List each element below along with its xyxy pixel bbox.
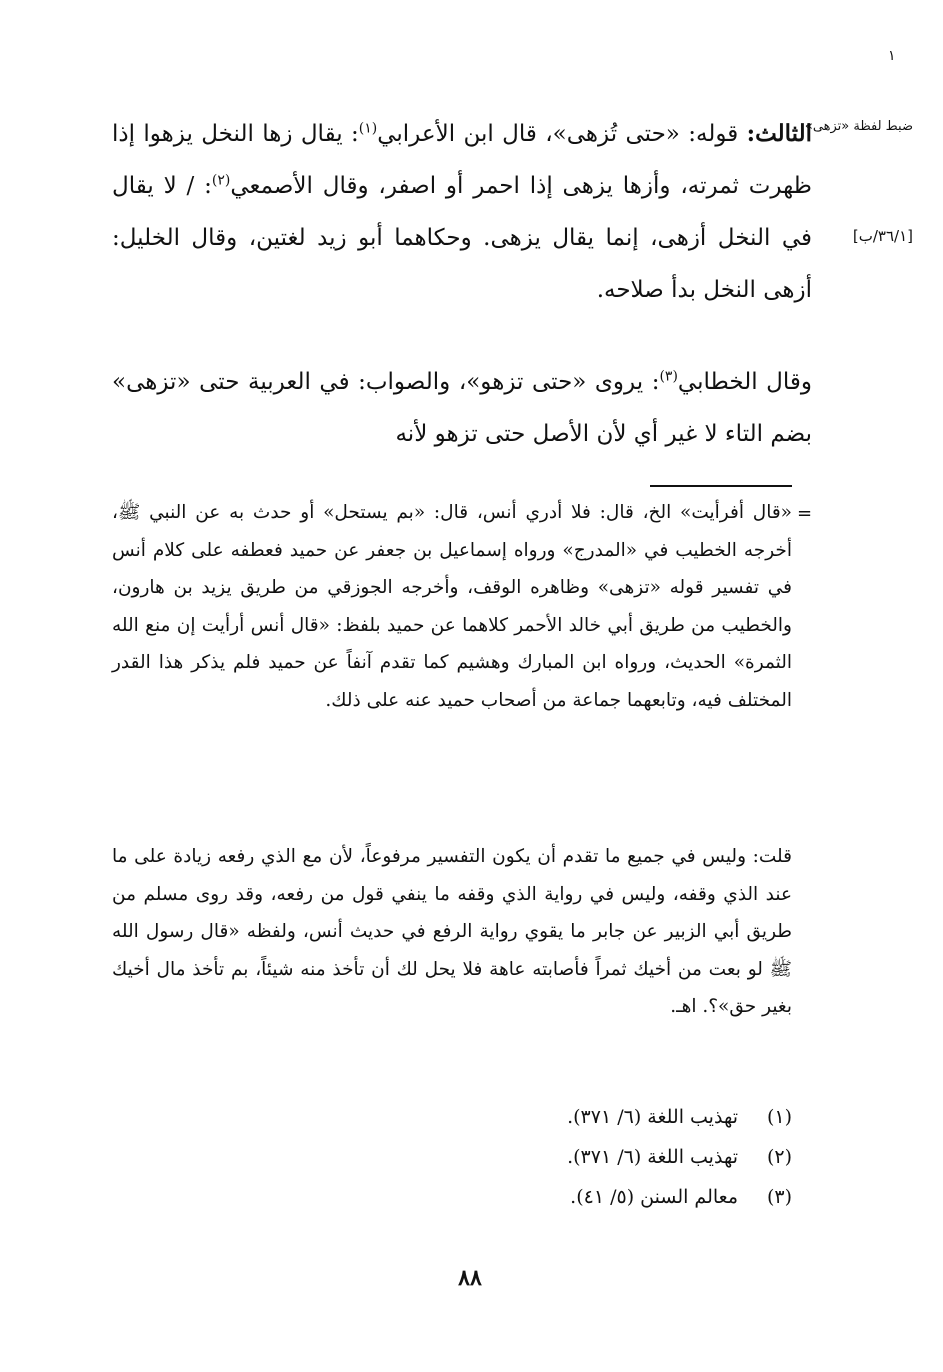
footnote-number: (١): [766, 1106, 792, 1128]
footnote-separator: [650, 485, 792, 487]
page-number: ٨٨: [458, 1265, 482, 1291]
footnote-text: تهذيب اللغة (٦/ ٣٧١).: [567, 1146, 738, 1168]
footnote-list: [567, 1097, 792, 1217]
footnote-item: [567, 1177, 792, 1217]
paragraph-text: : يقال زها النخل يزهوا إذا ظهرت ثمرته، وأزها يزهى إذا احمر أو اصفر، وقال الأصمعي: [112, 121, 812, 199]
margin-note: ضبط لفظة «تزهى»: [804, 119, 913, 134]
paragraph-text: قوله: «حتى تُزهى»، قال ابن الأعرابي: [377, 121, 747, 147]
footnote-ref: (١): [358, 120, 378, 137]
corner-mark: ١: [888, 48, 896, 64]
paragraph-text: وقال الخطابي: [677, 369, 812, 395]
footnote-continuation-mark: =: [797, 503, 813, 524]
footnote-item: [567, 1137, 792, 1177]
manuscript-folio-reference: [٣٦/١/ب]: [852, 227, 913, 245]
paragraph-1: [112, 108, 812, 316]
paragraph-text: : يروى «حتى تزهو»، والصواب: في العربية حتى «تزهى» بضم التاء لا غير أي لأن الأصل حتى تزهو لأنه: [112, 369, 812, 447]
footnote-ref: (٣): [659, 368, 678, 385]
footnote-continued: «قال أفرأيت» الخ، قال: فلا أدري أنس، قال: «بم يستحل» أو حدث به عن النبي ﷺ، أخرجه الخطيب في «المدرج» ورواه إسماعيل بن جعفر عن حميد فعطفه على كلام أنس في تفسير قوله «تزهى» وظاهره الوقف، وأخرجه الجوزقي من طريق يزيد بن هارون، والخطيب من طريق أبي خالد الأحمر كلاهما عن حميد بلفظ: «قال أنس أرأيت إن منع الله الثمرة» الحديث، ورواه ابن المبارك وهشيم كما تقدم آنفاً عن حميد فلم يذكر هذا القدر المختلف فيه، وتابعهما جماعة من أصحاب حميد عنه على ذلك.: [112, 502, 792, 711]
footnote-number: (٣): [766, 1186, 792, 1208]
footnote-text: تهذيب اللغة (٦/ ٣٧١).: [567, 1106, 738, 1128]
paragraph-lead: الثالث:: [746, 120, 813, 147]
footnote-text: معالم السنن (٥/ ٤١).: [570, 1186, 738, 1208]
paragraph-text: : / لا يقال في النخل أزهى، إنما يقال يزهى. وحكاهما أبو زيد لغتين، وقال الخليل: أزهى النخل بدأ صلاحه.: [112, 173, 812, 303]
footnote-ref: (٢): [211, 172, 231, 189]
footnote-comment: قلت: وليس في جميع ما تقدم أن يكون التفسير مرفوعاً، لأن مع الذي رفعه زيادة على ما عند الذي وقفه، وليس في رواية الذي وقفه ما ينفي قول من رفعه، وقد روى مسلم من طريق أبي الزبير عن جابر ما يقوي رواية الرفع في حديث أنس، ولفظه «قال رسول الله ﷺ لو بعت من أخيك ثمراً فأصابته عاهة فلا يحل لك أن تأخذ منه شيئاً، بم تأخذ مال أخيك بغير حق»؟. اهـ.: [112, 846, 792, 1017]
paragraph-2: [112, 356, 812, 460]
footnote-item: [567, 1097, 792, 1137]
footnote-number: (٢): [766, 1146, 792, 1168]
